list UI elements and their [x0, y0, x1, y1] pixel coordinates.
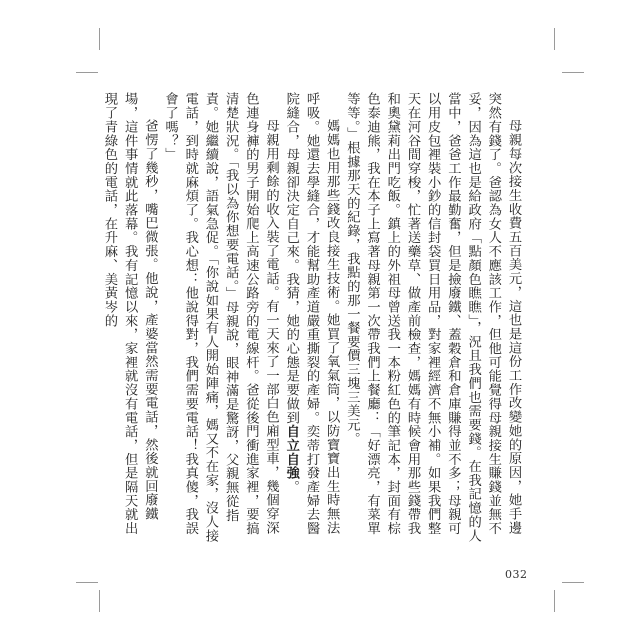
vertical-body-text	[101, 92, 523, 547]
crop-mark-top-right-h	[562, 72, 584, 73]
paragraph	[341, 92, 523, 547]
paragraph	[281, 92, 342, 547]
emphasized-text: 自立自強	[283, 424, 299, 480]
paragraph-text-end: 。	[283, 479, 299, 494]
crop-mark-bottom-right-v	[554, 590, 555, 612]
crop-mark-bottom-left-v	[99, 590, 100, 612]
paragraph	[159, 92, 280, 547]
paragraph	[99, 92, 160, 547]
paragraph-text: 爸愣了幾秒，嘴巴微張。他說，產婆當然需要電話，然後就回廢鐵場，這件事情就此落幕。我有記憶以來，家裡就沒有電話，但是隔天就出現了青綠色的電話，在升麻、美黃岑的	[101, 92, 158, 536]
paragraph-text: 母親用剩餘的收入裝了電話。有一天來了一部白色廂型車，幾個穿深色連身褲的男子開始爬上高速公路旁的電線杆。爸從後門衝進家裡，要搞清楚狀況。「我以為你想要電話。」母親說，眼神滿是驚訝，父親無從指責。她繼續說，語氣急促。「你說如果有人開始陣痛，媽又不在家，沒人接電話，到時就麻煩了。我心想：他說得對，我們需要電話！我真傻，我誤會了嗎？」	[162, 92, 279, 543]
paragraph-text: 媽媽也用那些錢改良接生技術。她買了氧氣筒，以防寶寶出生時無法呼吸。她還去學縫合，才能幫助產道嚴重撕裂的產婦。奕蒂打發產婦去醫院縫合，母親卻決定自己來。我猜，她的心態是要做到	[283, 92, 340, 536]
crop-mark-top-left-v	[99, 28, 100, 50]
paragraph-text: 母親每次接生收費五百美元，這也是這份工作改變她的原因，她手邊突然有錢了。爸認為女人不應該工作，但他可能覺得母親接生賺錢並無不妥，因為這也是給政府「點顏色瞧瞧」，況且我們也需要錢。在我記憶的人當中，爸爸工作最勤奮，但是撿廢鐵、蓋穀倉和倉庫賺得並不多；母親可以用皮包裡裝小鈔的信封袋買日用品，對家裡經濟不無小補。如果我們整天在河谷間穿梭，忙著送藥草、做產前檢查，媽媽有時候會用那些錢帶我和奧黛莉出門吃飯。鎮上的外祖母曾送我一本粉紅色的筆記本，封面有棕色泰迪熊，我在本子上寫著母親第一次帶我們上餐廳：「好漂亮，有菜單等等。」根據那天的紀錄，我點的那一餐要價三塊三美元。	[344, 92, 521, 543]
crop-mark-top-left-h	[76, 72, 98, 73]
crop-mark-top-right-v	[554, 28, 555, 50]
page-number: 032	[505, 568, 528, 581]
crop-mark-bottom-right-h	[562, 582, 584, 583]
crop-mark-bottom-left-h	[76, 582, 98, 583]
